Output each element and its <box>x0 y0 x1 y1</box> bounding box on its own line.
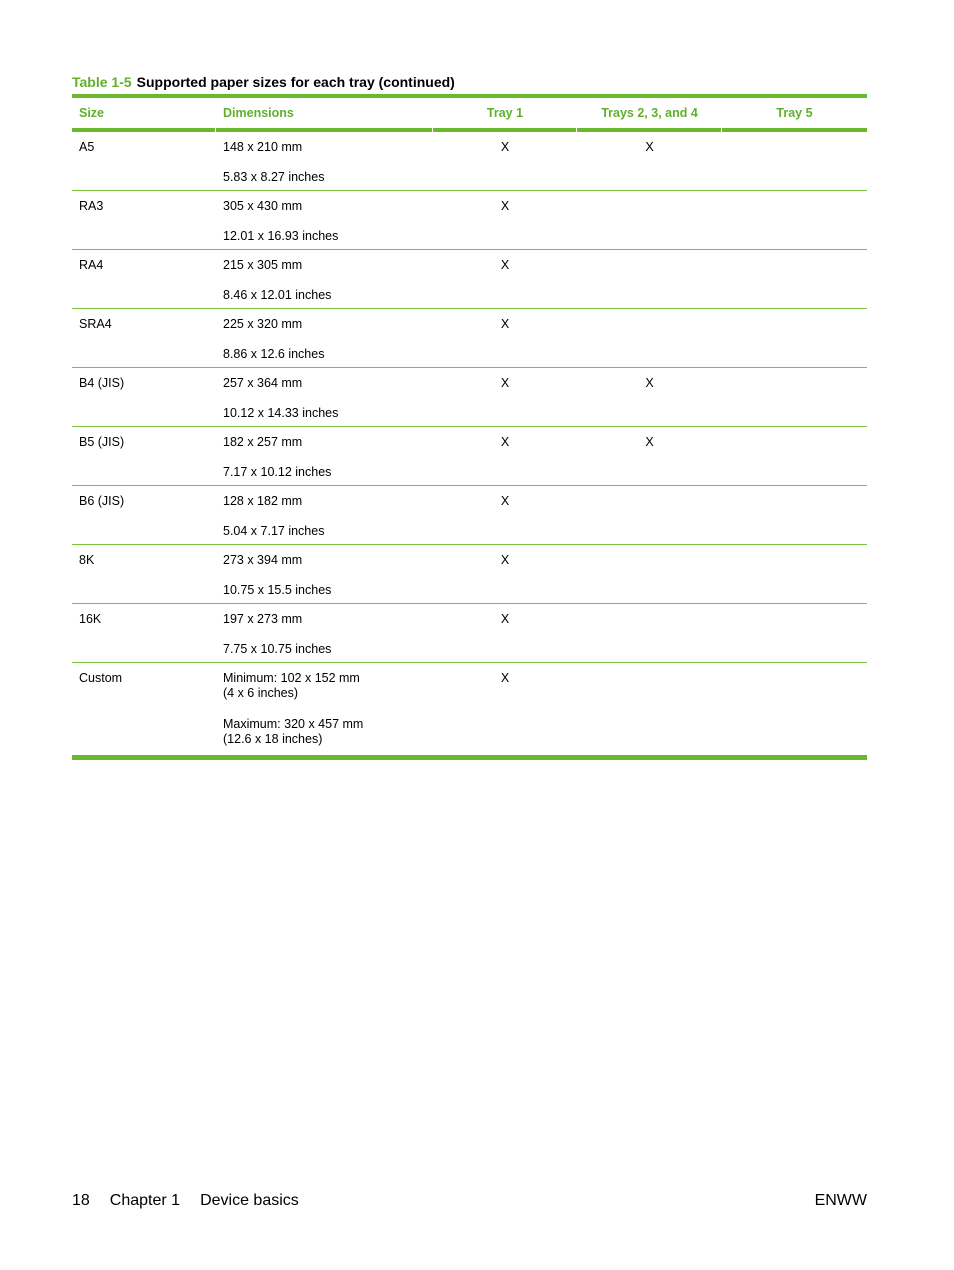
table-row <box>72 250 867 309</box>
table-row <box>72 486 867 545</box>
dimensions-inches: 10.12 x 14.33 inches <box>223 406 339 420</box>
footer-right: ENWW <box>814 1192 867 1209</box>
tray-1-cell: X <box>500 317 510 331</box>
trays-2-3-4-cell <box>577 545 722 603</box>
trays-2-3-4-cell <box>577 486 722 544</box>
dimensions-inches: 5.04 x 7.17 inches <box>223 524 325 538</box>
dimensions-cell <box>216 309 433 367</box>
tray-5-cell <box>722 663 867 755</box>
dimensions-inches: 10.75 x 15.5 inches <box>223 583 332 597</box>
table-row <box>72 368 867 427</box>
table-bottom-rule <box>72 755 867 760</box>
dimensions-inches: 7.75 x 10.75 inches <box>223 642 332 656</box>
size-cell: Custom <box>79 671 123 685</box>
trays-2-3-4-cell: X <box>645 376 654 390</box>
size-cell: B6 (JIS) <box>79 494 125 508</box>
dimensions-cell <box>216 191 433 249</box>
tray-1-cell: X <box>500 140 510 154</box>
tray-5-cell <box>722 368 867 426</box>
table-title: Supported paper sizes for each tray (continued) <box>136 74 455 90</box>
tray-5-cell <box>722 427 867 485</box>
tray-1-cell: X <box>500 258 510 272</box>
table-header-row <box>72 98 867 132</box>
dimensions-mm: 148 x 210 mm <box>223 140 303 154</box>
tray-5-cell <box>722 604 867 662</box>
dimensions-mm: 257 x 364 mm <box>223 376 303 390</box>
tray-5-cell <box>722 309 867 367</box>
trays-2-3-4-cell: X <box>645 435 654 449</box>
tray-5-cell <box>722 545 867 603</box>
dimensions-inches: 5.83 x 8.27 inches <box>223 170 325 184</box>
page-number: 18 <box>72 1192 90 1209</box>
size-cell: RA4 <box>79 258 104 272</box>
dimensions-cell <box>216 427 433 485</box>
header-dimensions: Dimensions <box>216 98 433 128</box>
size-cell: SRA4 <box>79 317 112 331</box>
size-cell: B5 (JIS) <box>79 435 125 449</box>
dimensions-inches: 7.17 x 10.12 inches <box>223 465 332 479</box>
header-trays-2-3-4: Trays 2, 3, and 4 <box>577 98 722 128</box>
section-label: Device basics <box>200 1192 299 1209</box>
dimensions-mm: 215 x 305 mm <box>223 258 303 272</box>
dimensions-mm: 305 x 430 mm <box>223 199 303 213</box>
chapter-label: Chapter 1 <box>109 1192 181 1209</box>
size-cell: RA3 <box>79 199 104 213</box>
trays-2-3-4-cell <box>577 663 722 755</box>
dimensions-inches: 8.46 x 12.01 inches <box>223 288 332 302</box>
dimensions-minimum: Minimum: 102 x 152 mm <box>223 671 360 685</box>
page-footer <box>72 1192 867 1210</box>
dimensions-mm: 182 x 257 mm <box>223 435 303 449</box>
tray-1-cell: X <box>500 435 510 449</box>
table-row <box>72 309 867 368</box>
table-number: Table 1-5 <box>72 74 132 90</box>
dimensions-cell <box>216 545 433 603</box>
footer-left <box>72 1192 319 1210</box>
trays-2-3-4-cell: X <box>645 140 654 154</box>
dimensions-mm: 273 x 394 mm <box>223 553 303 567</box>
dimensions-cell <box>216 604 433 662</box>
dimensions-cell <box>216 132 433 190</box>
trays-2-3-4-cell <box>577 250 722 308</box>
dimensions-cell <box>216 486 433 544</box>
table-caption <box>72 74 455 90</box>
trays-2-3-4-cell <box>577 604 722 662</box>
table-row-custom <box>72 663 867 755</box>
dimensions-cell <box>216 250 433 308</box>
tray-1-cell: X <box>500 553 510 567</box>
header-tray-5: Tray 5 <box>776 106 813 120</box>
tray-5-cell <box>722 191 867 249</box>
dimensions-maximum-inches: (12.6 x 18 inches) <box>223 732 323 746</box>
table-row <box>72 545 867 604</box>
header-tray-1: Tray 1 <box>433 98 577 128</box>
size-cell: A5 <box>79 140 95 154</box>
tray-1-cell: X <box>500 612 510 626</box>
size-cell: B4 (JIS) <box>79 376 125 390</box>
tray-1-cell: X <box>500 199 510 213</box>
table-row <box>72 191 867 250</box>
trays-2-3-4-cell <box>577 309 722 367</box>
size-cell: 16K <box>79 612 102 626</box>
dimensions-minimum-inches: (4 x 6 inches) <box>223 686 299 700</box>
dimensions-mm: 225 x 320 mm <box>223 317 303 331</box>
paper-sizes-table <box>72 94 867 760</box>
dimensions-inches: 12.01 x 16.93 inches <box>223 229 339 243</box>
size-cell: 8K <box>79 553 95 567</box>
tray-1-cell: X <box>500 376 510 390</box>
trays-2-3-4-cell <box>577 191 722 249</box>
tray-5-cell <box>722 250 867 308</box>
tray-5-cell <box>722 486 867 544</box>
tray-5-cell <box>722 132 867 190</box>
dimensions-cell <box>216 368 433 426</box>
dimensions-inches: 8.86 x 12.6 inches <box>223 347 325 361</box>
tray-1-cell: X <box>500 671 510 685</box>
table-row <box>72 427 867 486</box>
header-size: Size <box>72 98 216 128</box>
table-row <box>72 132 867 191</box>
dimensions-mm: 197 x 273 mm <box>223 612 303 626</box>
dimensions-maximum: Maximum: 320 x 457 mm <box>223 717 364 731</box>
tray-1-cell: X <box>500 494 510 508</box>
dimensions-mm: 128 x 182 mm <box>223 494 303 508</box>
table-row <box>72 604 867 663</box>
dimensions-cell <box>216 663 433 755</box>
